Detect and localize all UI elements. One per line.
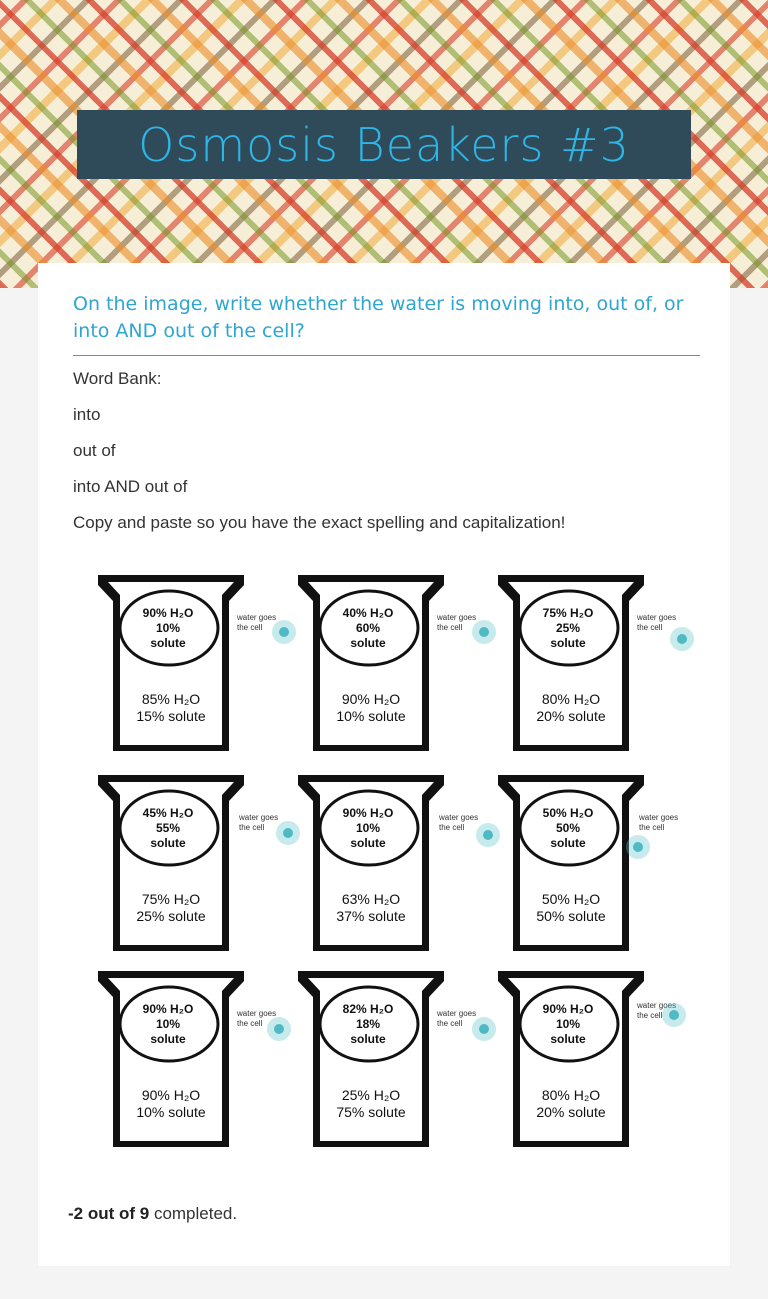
drop-target-hotspot[interactable] (272, 620, 296, 644)
beaker-icon (296, 969, 446, 1149)
cell-concentration (518, 1002, 618, 1047)
cell-concentration-line: solute (150, 636, 186, 650)
solution-concentration-line: 25% H₂O (341, 1087, 401, 1103)
drop-target-hotspot[interactable] (626, 835, 650, 859)
cell-concentration-line: solute (350, 636, 386, 650)
beaker (296, 969, 446, 1149)
cell-concentration (118, 806, 218, 851)
solution-concentration (306, 1087, 436, 1121)
beaker-icon (496, 773, 646, 953)
beaker (96, 573, 246, 753)
word-bank-label: Word Bank: (73, 369, 162, 388)
water-goes-label-line: the cell (439, 823, 465, 832)
divider (73, 355, 700, 356)
word-bank-item: into (73, 405, 101, 424)
cell-concentration-line: solute (350, 836, 386, 850)
water-goes-label (439, 813, 478, 833)
water-goes-label-line: water goes (639, 813, 679, 822)
solution-concentration-line: 90% H₂O (141, 1087, 201, 1103)
solution-concentration (106, 1087, 236, 1121)
solution-concentration (106, 891, 236, 925)
beaker-icon (96, 969, 246, 1149)
cell-concentration-line: solute (150, 1032, 186, 1046)
solution-concentration-line: 75% solute (336, 1104, 406, 1120)
beaker-icon (496, 573, 646, 753)
word-bank-item: into AND out of (73, 477, 188, 496)
cell-concentration-line: 55% (155, 821, 181, 835)
water-goes-label-line: water goes (637, 1001, 677, 1010)
solution-concentration-line: 85% H₂O (141, 691, 201, 707)
cell-concentration-line: 90% H₂O (142, 606, 194, 620)
cell-concentration-line: solute (350, 1032, 386, 1046)
beaker-icon (96, 573, 246, 753)
cell-concentration-line: 90% H₂O (342, 806, 394, 820)
cell-concentration (118, 606, 218, 651)
water-goes-label-line: the cell (637, 1011, 663, 1020)
cell-concentration-line: 50% H₂O (542, 806, 594, 820)
cell-concentration-line: solute (150, 836, 186, 850)
solution-concentration (506, 891, 636, 925)
water-goes-label (637, 613, 676, 633)
cell-concentration-line: 50% (555, 821, 581, 835)
drop-target-hotspot[interactable] (670, 627, 694, 651)
cell-concentration (518, 806, 618, 851)
drop-target-hotspot[interactable] (267, 1017, 291, 1041)
cell-concentration-line: 82% H₂O (342, 1002, 394, 1016)
cell-concentration (318, 806, 418, 851)
solution-concentration (106, 691, 236, 725)
water-goes-label-line: the cell (239, 823, 265, 832)
cell-concentration-line: 10% (355, 821, 381, 835)
cell-concentration-line: 18% (355, 1017, 381, 1031)
cell-concentration (318, 1002, 418, 1047)
osmosis-image (96, 573, 686, 1163)
cell-concentration-line: 10% (155, 1017, 181, 1031)
beaker (96, 969, 246, 1149)
water-goes-label (639, 813, 678, 833)
water-goes-label-line: water goes (437, 613, 477, 622)
water-goes-label (437, 613, 476, 633)
water-goes-label-line: water goes (637, 613, 677, 622)
solution-concentration-line: 25% solute (136, 908, 206, 924)
solution-concentration-line: 37% solute (336, 908, 406, 924)
water-goes-label-line: the cell (237, 623, 263, 632)
drop-target-hotspot[interactable] (662, 1003, 686, 1027)
solution-concentration-line: 15% solute (136, 708, 206, 724)
cell-concentration-line: solute (550, 1032, 586, 1046)
water-goes-label-line: the cell (437, 623, 463, 632)
water-goes-label-line: the cell (437, 1019, 463, 1028)
title-banner (77, 110, 691, 179)
beaker-icon (496, 969, 646, 1149)
instructions: On the image, write whether the water is moving into, out of, or into AND out of the cell? (73, 293, 684, 342)
solution-concentration-line: 90% H₂O (341, 691, 401, 707)
cell-concentration-line: 90% H₂O (142, 1002, 194, 1016)
cell-concentration (118, 1002, 218, 1047)
beaker (496, 969, 646, 1149)
water-goes-label-line: water goes (239, 813, 279, 822)
beaker-icon (296, 773, 446, 953)
beaker (296, 573, 446, 753)
page-title: Osmosis Beakers #3 (138, 117, 630, 172)
completion-status (68, 1204, 237, 1224)
solution-concentration-line: 75% H₂O (141, 891, 201, 907)
solution-concentration-line: 10% solute (336, 708, 406, 724)
cell-concentration-line: 10% (155, 621, 181, 635)
score: -2 out of 9 (68, 1204, 150, 1223)
cell-concentration-line: solute (550, 836, 586, 850)
water-goes-label-line: water goes (237, 613, 277, 622)
water-goes-label (237, 613, 276, 633)
solution-concentration-line: 63% H₂O (341, 891, 401, 907)
solution-concentration (506, 691, 636, 725)
solution-concentration-line: 50% H₂O (541, 891, 601, 907)
solution-concentration-line: 80% H₂O (541, 691, 601, 707)
water-goes-label-line: water goes (439, 813, 479, 822)
solution-concentration-line: 20% solute (536, 708, 606, 724)
cell-concentration-line: 25% (555, 621, 581, 635)
cell-concentration-line: solute (550, 636, 586, 650)
water-goes-label-line: water goes (437, 1009, 477, 1018)
cell-concentration-line: 10% (555, 1017, 581, 1031)
word-bank-item: out of (73, 441, 116, 460)
beaker (296, 773, 446, 953)
cell-concentration (518, 606, 618, 651)
water-goes-label-line: the cell (237, 1019, 263, 1028)
solution-concentration-line: 20% solute (536, 1104, 606, 1120)
solution-concentration (506, 1087, 636, 1121)
water-goes-label (239, 813, 278, 833)
solution-concentration-line: 50% solute (536, 908, 606, 924)
beaker-icon (296, 573, 446, 753)
cell-concentration-line: 75% H₂O (542, 606, 594, 620)
cell-concentration-line: 40% H₂O (342, 606, 394, 620)
beaker (496, 573, 646, 753)
beaker (96, 773, 246, 953)
water-goes-label (437, 1009, 476, 1029)
cell-concentration-line: 45% H₂O (142, 806, 194, 820)
solution-concentration-line: 10% solute (136, 1104, 206, 1120)
water-goes-label-line: the cell (637, 623, 663, 632)
cell-concentration (318, 606, 418, 651)
drop-target-hotspot[interactable] (472, 1017, 496, 1041)
status-suffix: completed. (149, 1204, 238, 1223)
drop-target-hotspot[interactable] (472, 620, 496, 644)
copy-note: Copy and paste so you have the exact spelling and capitalization! (73, 513, 566, 532)
cell-concentration-line: 90% H₂O (542, 1002, 594, 1016)
beaker-icon (96, 773, 246, 953)
beaker (496, 773, 646, 953)
water-goes-label-line: the cell (639, 823, 665, 832)
cell-concentration-line: 60% (355, 621, 381, 635)
solution-concentration-line: 80% H₂O (541, 1087, 601, 1103)
solution-concentration (306, 691, 436, 725)
solution-concentration (306, 891, 436, 925)
water-goes-label-line: water goes (237, 1009, 277, 1018)
worksheet-card (38, 263, 730, 1266)
